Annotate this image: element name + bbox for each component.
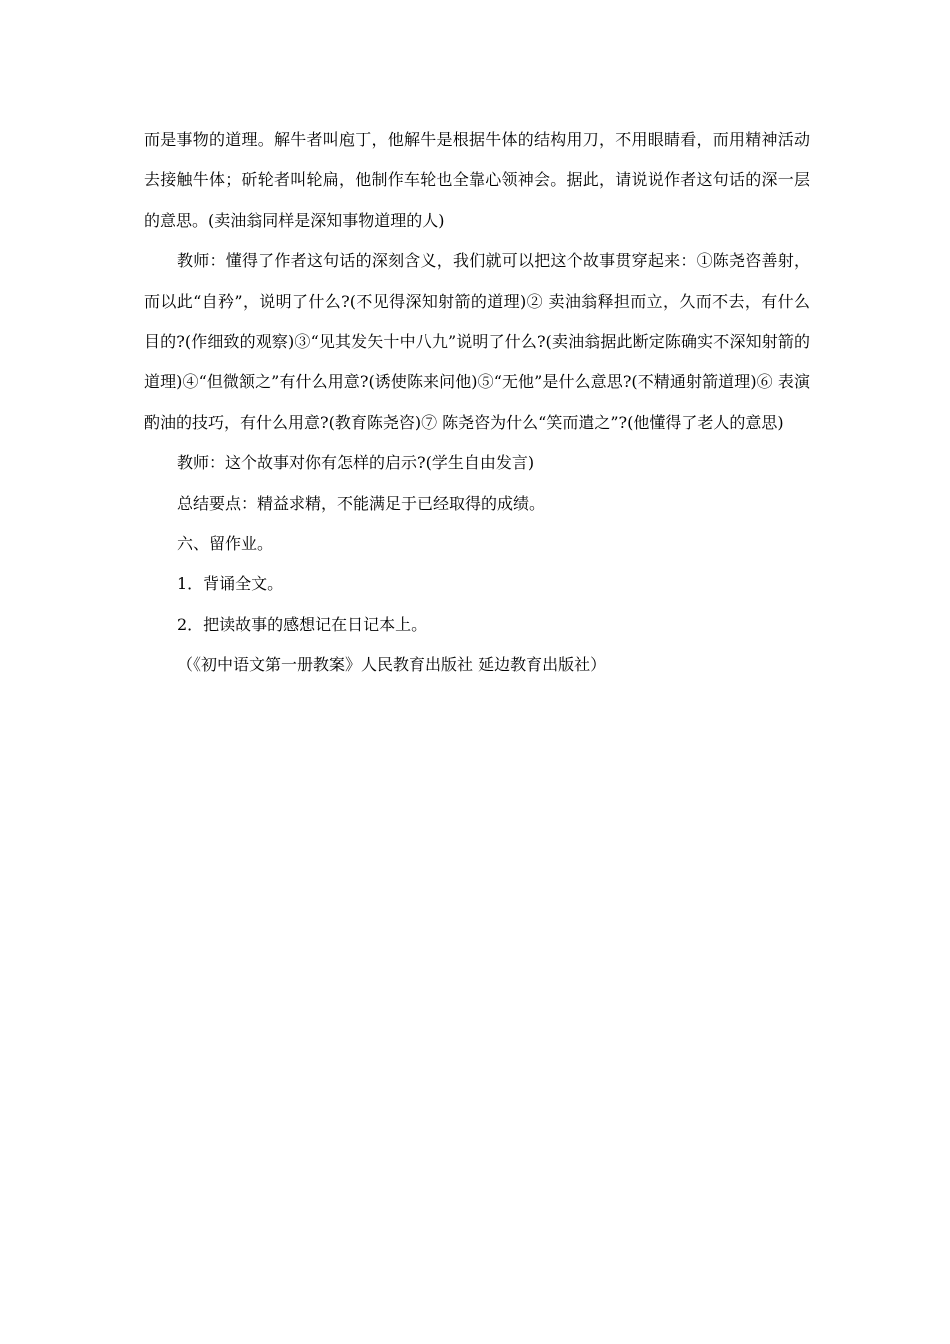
paragraph-teacher-question: 教师：这个故事对你有怎样的启示?(学生自由发言) <box>177 453 535 473</box>
paragraph-reasoning-continuation: 而是事物的道理。解牛者叫庖丁，他解牛是根据牛体的结构用刀，不用眼睛看，而用精神活动去接触牛体；斫轮者叫轮扁，他制作车轮也全靠心领神会。据此，请说说作者这句话的深一层的意思。(卖油翁同样是深知事物道理的人) <box>144 130 810 230</box>
paragraph-teacher-analysis: 教师：懂得了作者这句话的深刻含义，我们就可以把这个故事贯穿起来：①陈尧咨善射，而以此“自矜”，说明了什么?(不见得深知射箭的道理)② 卖油翁释担而立，久而不去，有什么目的?(作细致的观察)③“见其发矢十中八九”说明了什么?(卖油翁据此断定陈确实不深知射箭的道理)④“但微颔之”有什么用意?(诱使陈来问他)⑤“无他”是什么意思?(不精通射箭道理)⑥ 表演酌油的技巧，有什么用意?(教育陈尧咨)⑦ 陈尧咨为什么“笑而遣之”?(他懂得了老人的意思) <box>144 251 810 432</box>
homework-item-1: 1．背诵全文。 <box>177 574 284 594</box>
section-homework-heading: 六、留作业。 <box>177 534 274 554</box>
source-citation: （《初中语文第一册教案》人民教育出版社 延边教育出版社） <box>177 655 607 675</box>
homework-item-2: 2．把读故事的感想记在日记本上。 <box>177 614 428 634</box>
document-body <box>144 120 810 686</box>
paragraph-summary: 总结要点：精益求精，不能满足于已经取得的成绩。 <box>177 493 546 513</box>
